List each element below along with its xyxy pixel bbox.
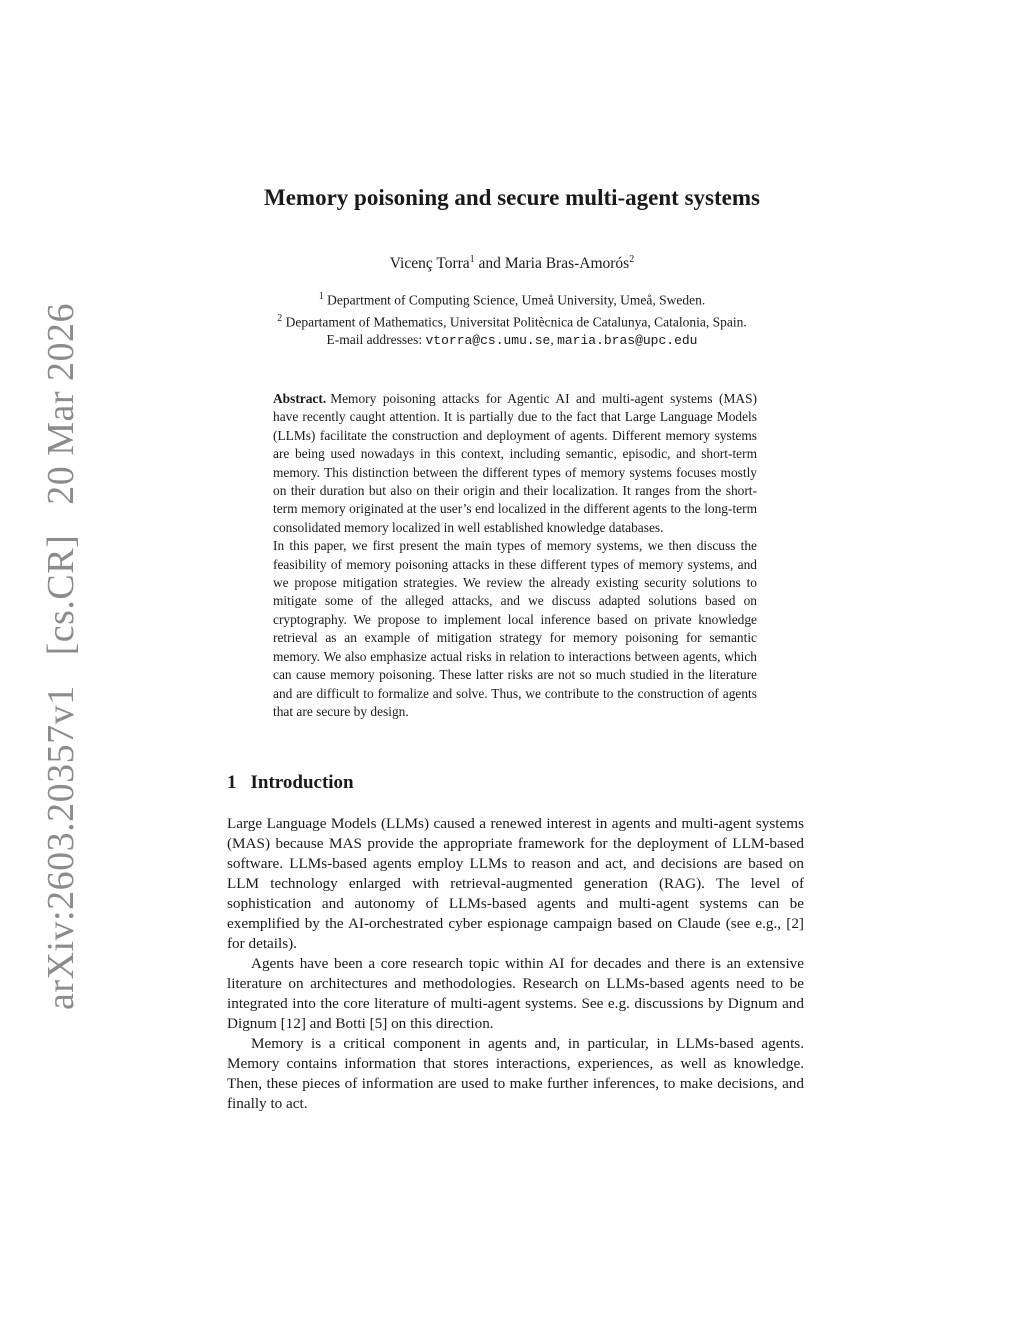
author-name: Vicenç Torra	[389, 255, 470, 273]
affiliation-block	[0, 288, 1024, 350]
email-line	[0, 331, 1024, 350]
email-separator: ,	[550, 332, 558, 347]
body-paragraph: Agents have been a core research topic within AI for decades and there is an extensive literature on architectures and methodologies. Research on LLMs-based agents need to be integrated into the core literature of multi-agent systems. See e.g. discussions by Dignum and Dignum [12] and Botti [5] on this direction.	[227, 955, 804, 1032]
abstract-label: Abstract.	[273, 391, 327, 406]
section-title: Introduction	[250, 772, 354, 793]
author-list	[0, 254, 1024, 273]
abstract-paragraph: In this paper, we first present the main types of memory systems, we then discuss the feasibility of memory poisoning attacks in these different types of memory systems, and we propose mitigation strategies. We review the already existing security solutions to mitigate some of the alleged attacks, and we discuss adapted solutions based on cryptography. We propose to implement local inference based on private knowledge retrieval as an example of mitigation strategy for memory poisoning for semantic memory. We also emphasize actual risks in relation to interactions between agents, which can cause memory poisoning. These latter risks are not so much studied in the literature and are difficult to formalize and solve. Thus, we contribute to the construction of agents that are secure by design.	[273, 538, 757, 719]
arxiv-category: [cs.CR]	[40, 534, 82, 656]
affiliation-marker: 1	[318, 291, 324, 302]
section-number: 1	[227, 772, 237, 793]
email-address[interactable]: maria.bras@upc.edu	[557, 333, 698, 348]
author-name: Maria Bras-Amorós	[504, 255, 630, 273]
paper-title: Memory poisoning and secure multi-agent systems	[264, 185, 760, 210]
arxiv-id[interactable]: arXiv:2603.20357v1	[40, 685, 82, 1010]
abstract-text: Memory poisoning attacks for Agentic AI and multi-agent systems (MAS) have recently caught attention. It is partially due to the fact that Large Language Models (LLMs) facilitate the construction and deployment of agents. Different memory systems are being used nowadays in this context, including semantic, episodic, and short-term memory. This distinction between the different types of memory systems focuses mostly on their duration but also on their origin and their localization. It ranges from the short-term memory originated at the user’s end localized in the different agents to the long-term consolidated memory localized in well established knowledge databases.	[273, 391, 757, 535]
abstract-paragraph	[273, 390, 757, 537]
section-body	[227, 814, 804, 1114]
author-affil-marker: 2	[629, 254, 635, 265]
section-heading	[227, 772, 354, 794]
affiliation-text: Departament of Mathematics, Universitat Politècnica de Catalunya, Catalonia, Spain.	[285, 314, 747, 329]
affiliation-line	[0, 288, 1024, 310]
arxiv-identifier-stamp	[40, 302, 82, 1010]
arxiv-date: 20 Mar 2026	[40, 302, 82, 505]
affiliation-marker: 2	[277, 312, 283, 324]
abstract	[273, 390, 757, 721]
body-paragraph: Large Language Models (LLMs) caused a renewed interest in agents and multi-agent systems (MAS) because MAS provide the appropriate framework for the deployment of LLM-based software. LLMs-based agents employ LLMs to reason and act, and decisions are based on LLM technology enlarged with retrieval-augmented generation (RAG). The level of sophistication and autonomy of LLMs-based agents and multi-agent systems can be exemplified by the AI-orchestrated cyber espionage campaign based on Claude (see e.g., [2] for details).	[227, 815, 804, 952]
affiliation-text: Department of Computing Science, Umeå University, Umeå, Sweden.	[327, 292, 706, 308]
email-label: E-mail addresses:	[326, 332, 423, 347]
author-conjunction: and	[478, 255, 501, 273]
author-affil-marker: 1	[469, 254, 475, 265]
email-address[interactable]: vtorra@cs.umu.se	[425, 333, 551, 348]
affiliation-line	[0, 310, 1024, 332]
body-paragraph: Memory is a critical component in agents and, in particular, in LLMs-based agents. Memory contains information that stores interactions, experiences, as well as knowledge. Then, these pieces of information are used to make further inferences, to make decisions, and finally to act.	[227, 1035, 804, 1112]
